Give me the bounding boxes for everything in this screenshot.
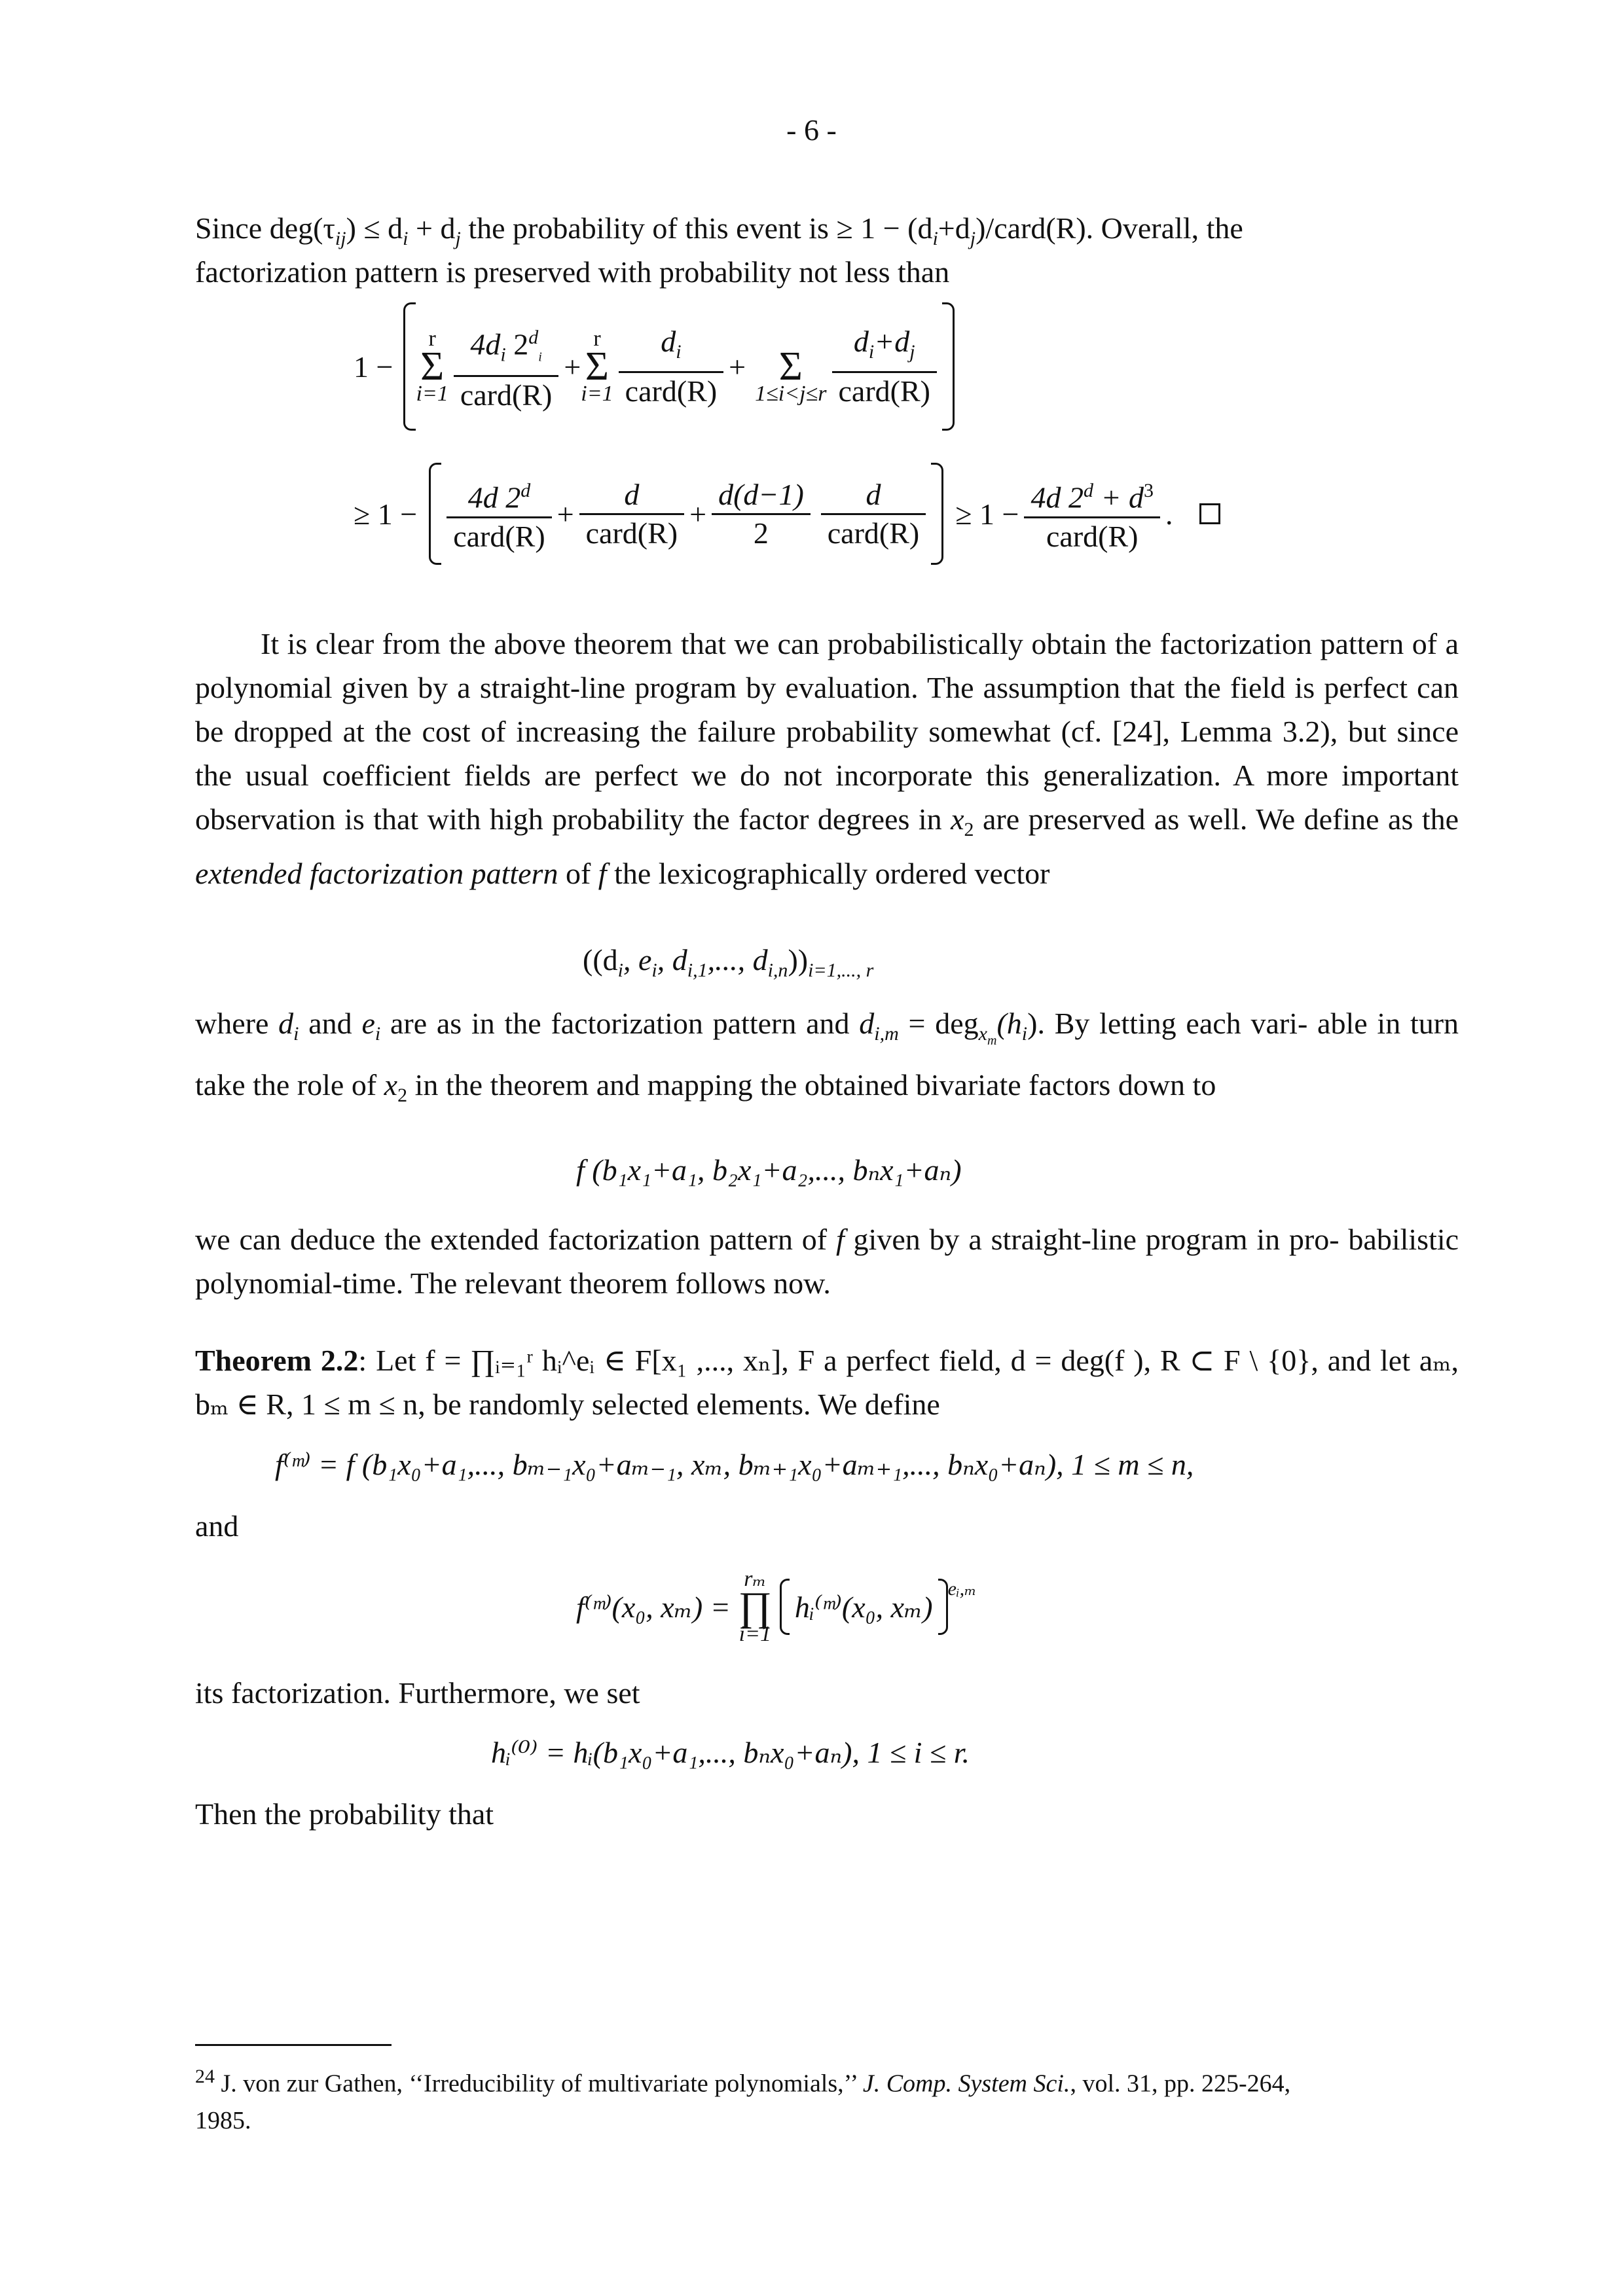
para4: we can deduce the extended factorization pattern of f given by a straight-line program in pro- babilistic polynomial-time. The relevant theorem follows now.	[195, 1223, 1459, 1300]
para1-line1: Since $deg(\tau_{ij}) \le d_i + d_j$ the probability of this event is ≥ $1 - (d_i+d_j)/card(R)$. Overall, the	[195, 211, 1243, 250]
bracket-right	[942, 302, 955, 431]
footnote: $^{24}$ J. von zur Gathen, ‘‘Irreducibility of multivariate polynomials,’’ J. Comp. System Sci., vol. 31, pp. 225-264, 1985.	[195, 2066, 1291, 2134]
equation-3: f (b₁x₁+a₁, b₂x₁+a₂,..., bₙx₁+aₙ)	[576, 1153, 962, 1187]
para2: It is clear from the above theorem that we can probabilistically obtain the factorization pattern of a polynomial given by a straight-line program by evaluation. The assumption that the field is perfect can be dropped at the cost of increasing the failure probability somewhat (cf. [24], Lemma 3.2), but since the usual coefficient fields are perfect we do not incorporate this generalization. A more important observation is that with high probability the factor degrees in $x_2$ are preserved as well. We define as the extended factorization pattern of f the lexicographically ordered vector	[195, 627, 1459, 891]
equation-5: f⁽ᵐ⁾(x₀, xₘ) = rₘ ∏ i=1 hᵢ⁽ᵐ⁾(x₀, xₘ) $^{eᵢ,_m}$	[576, 1567, 977, 1646]
equation-2: ≥ 1 − $\frac{4d 2^d}{\text{card(R)}}$ + $\frac{d}{\text{card(R)}}$ + $\frac{d(d-1)}{2}$ $\frac{d}{\text{card(R)}}$ ≥ 1 − $\frac{4d 2^d + d^3}{\text{card(R)}}$ .	[354, 458, 1220, 569]
footnote-rule	[195, 2044, 392, 2046]
para1-line2: factorization pattern is preserved with probability not less than	[195, 255, 950, 289]
qed-box	[1199, 503, 1220, 524]
bracket-left	[403, 302, 416, 431]
para5: its factorization. Furthermore, we set	[195, 1676, 640, 1710]
theorem-2-2: Theorem 2.2: Let f = ∏ᵢ₌₁ʳ hᵢ^eᵢ ∈ F[x₁ ,..., xₙ], F a perfect field, d = deg(f ), R ⊂ F \ {0}, and let aₘ, bₘ ∈ R, 1 ≤ m ≤ n, be randomly selected elements. We define	[195, 1344, 1459, 1421]
fraction-term-3: $\frac{d_i+d_j}{\text{card(R)}}$	[832, 323, 937, 409]
equation-4: f⁽ᵐ⁾ = f (b₁x₀+a₁,..., bₘ₋₁x₀+aₘ₋₁, xₘ, bₘ₊₁x₀+aₘ₊₁,..., bₙx₀+aₙ), 1 ≤ m ≤ n,	[275, 1448, 1194, 1481]
equation-6: hᵢ⁽⁰⁾ = hᵢ(b₁x₀+a₁,..., bₙx₀+aₙ), 1 ≤ i ≤ r.	[491, 1736, 970, 1769]
fraction-term-2: $\frac{d_i}{\text{card(R)}}$	[619, 323, 723, 409]
page-number: - 6 -	[786, 113, 837, 147]
equation-1: 1 − r Σ i=1 $\frac{4d_i 2^d_i}{\text{card(R)}}$ + r Σ i=1 $\frac{d_i}{\text{card(R)}}$ + Σ 1≤i<j≤r $\frac{d_i+d_j}{\text{card(R)}}$	[354, 301, 955, 432]
vector-display: (($d_i$, $e_i$, $d_{i,1}$,..., $d_{i,n}))_{i=1,..., r}$	[583, 943, 874, 982]
para6: Then the probability that	[195, 1797, 494, 1831]
and-text: and	[195, 1509, 239, 1543]
para3: where $d_i$ and $e_i$ are as in the factorization pattern and $d_{i,m} = deg_{x_m}(h_i)$. By letting each vari- able in turn take the role of $x_2$ in the theorem and mapping the obtained bivariate factors down to	[195, 1007, 1459, 1107]
fraction-term-1: $\frac{4d_i 2^d_i}{\text{card(R)}}$	[454, 319, 558, 414]
